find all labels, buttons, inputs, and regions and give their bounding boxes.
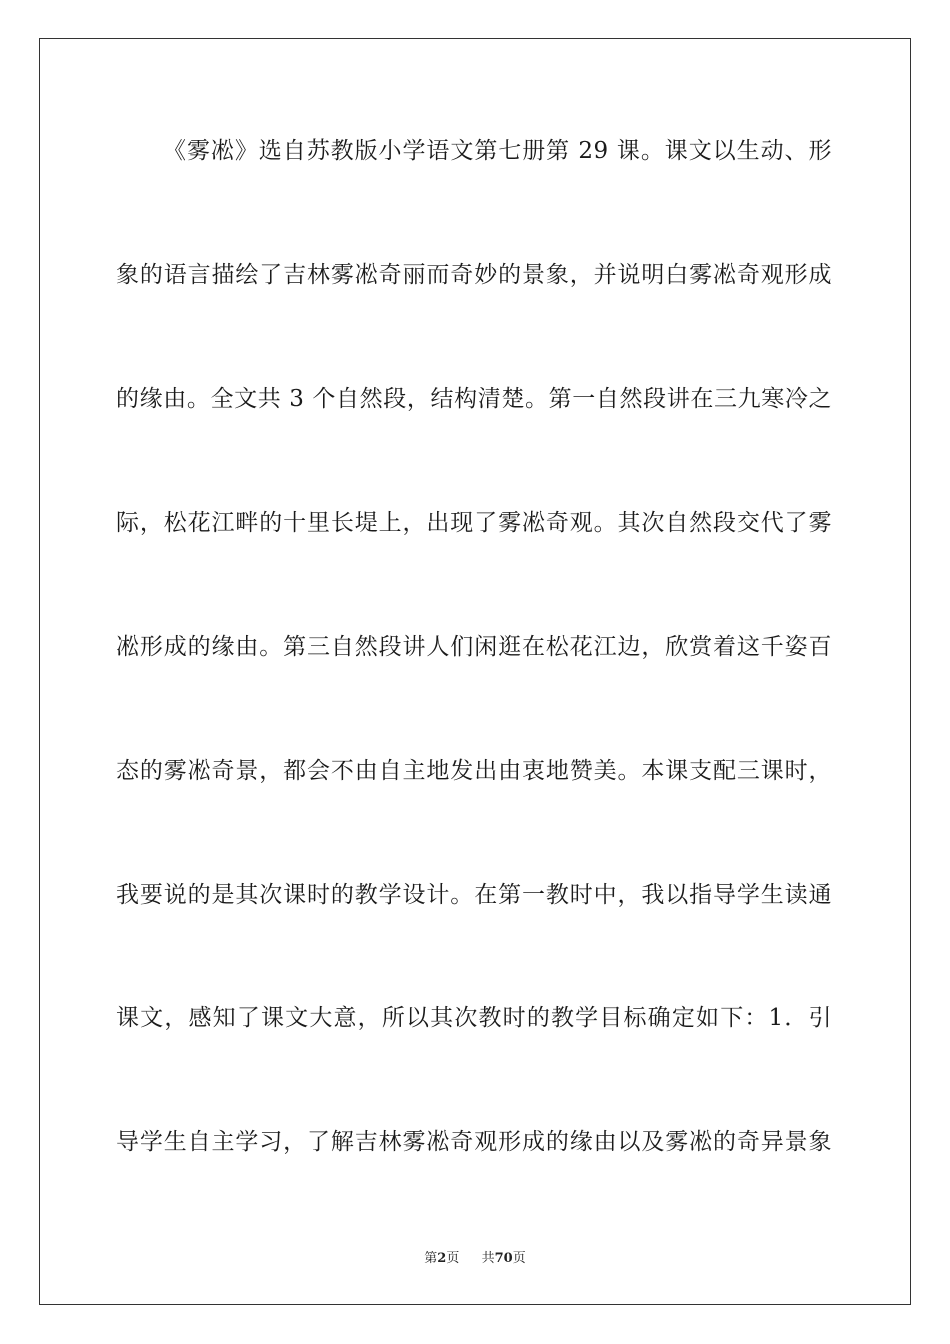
paragraph-line-7: 我要说的是其次课时的教学设计。在第一教时中，我以指导学生读通 [116, 882, 832, 908]
paragraph-line-4: 际，松花江畔的十里长堤上，出现了雾凇奇观。其次自然段交代了雾 [116, 510, 832, 536]
page-number-label: 第2页 [424, 1251, 460, 1266]
paragraph-line-8: 课文，感知了课文大意，所以其次教时的教学目标确定如下：1．引 [116, 1005, 832, 1031]
current-page-number: 2 [437, 1251, 447, 1266]
paragraph-line-9: 导学生自主学习，了解吉林雾凇奇观形成的缘由以及雾凇的奇异景象 [116, 1129, 832, 1155]
page-footer [0, 1247, 950, 1266]
paragraph-line-6: 态的雾凇奇景，都会不由自主地发出由衷地赞美。本课支配三课时， [116, 758, 832, 784]
paragraph-line-3: 的缘由。全文共 3 个自然段，结构清楚。第一自然段讲在三九寒冷之 [116, 386, 832, 412]
total-pages-label: 共70页 [481, 1251, 526, 1266]
paragraph-line-2: 象的语言描绘了吉林雾凇奇丽而奇妙的景象，并说明白雾凇奇观形成 [116, 262, 832, 288]
total-pages-number: 70 [494, 1251, 513, 1266]
page-border [39, 38, 911, 1305]
paragraph-line-5: 凇形成的缘由。第三自然段讲人们闲逛在松花江边，欣赏着这千姿百 [116, 634, 832, 660]
paragraph-line-1: 《雾凇》选自苏教版小学语文第七册第 29 课。课文以生动、形 [163, 138, 832, 164]
